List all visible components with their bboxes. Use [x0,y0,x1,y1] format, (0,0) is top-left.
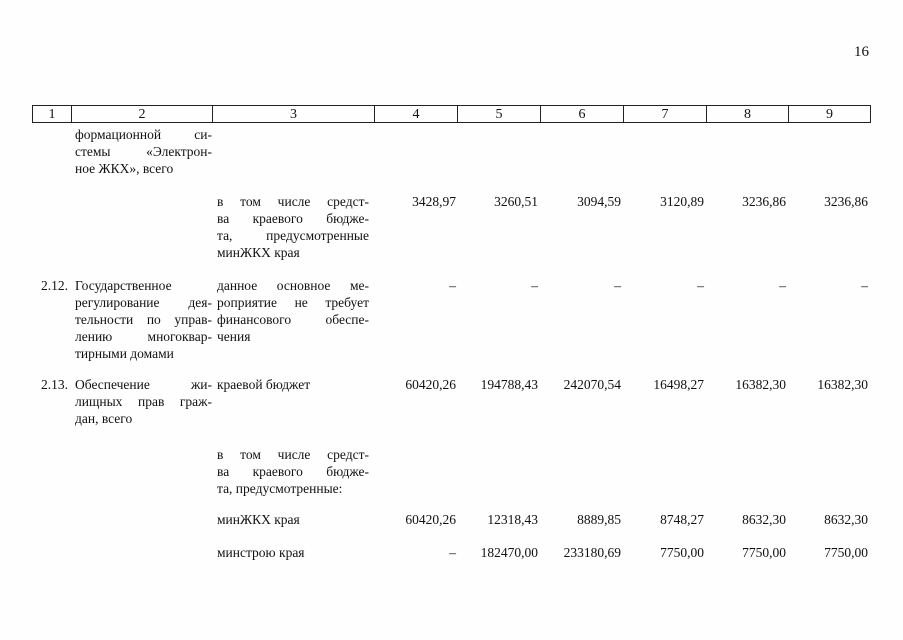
activity-name-line: Государственное [75,278,172,293]
value-col-4: – [449,545,456,560]
header-col-6: 6 [541,106,624,123]
value-col-4: – [449,278,456,293]
value-col-4: 60420,26 [405,512,456,527]
funding-source-line: минЖКХ края [217,512,300,527]
activity-name-line: дан, всего [75,411,133,426]
value-col-5: 3260,51 [494,194,538,209]
activity-name [75,126,212,177]
value-col-9: 7750,00 [824,545,868,560]
row-number: 2.13. [41,377,68,392]
funding-source-line: ва краевого бюдже- [217,211,369,226]
value-col-7: 16498,27 [653,377,704,392]
funding-source-line: финансового обеспе- [217,312,369,327]
activity-name-line: стемы «Электрон- [75,144,212,159]
header-col-7: 7 [624,106,707,123]
value-col-6: 3094,59 [577,194,621,209]
funding-source-line: та, предусмотренные [217,228,369,243]
value-col-4: 60420,26 [405,377,456,392]
value-col-4: 3428,97 [412,194,456,209]
page-number: 16 [854,44,869,60]
table-header [32,105,871,123]
value-col-5: 12318,43 [487,512,538,527]
funding-source-line: в том числе средст- [217,447,369,462]
activity-name-line: регулирование дея- [75,295,212,310]
funding-source-line: та, предусмотренные: [217,481,343,496]
value-col-7: 8748,27 [660,512,704,527]
funding-source-line: минстрою края [217,545,305,560]
funding-source-line: роприятие не требует [217,295,369,310]
activity-name [75,376,212,427]
activity-name-line: лению многоквар- [75,329,212,344]
value-col-6: 233180,69 [563,545,621,560]
value-col-7: 3120,89 [660,194,704,209]
value-col-8: 16382,30 [735,377,786,392]
activity-name-line: формационной си- [75,127,212,142]
funding-source-line: ва краевого бюдже- [217,464,369,479]
value-col-5: – [531,278,538,293]
header-col-1: 1 [33,106,72,123]
value-col-5: 182470,00 [480,545,538,560]
value-col-5: 194788,43 [480,377,538,392]
value-col-6: – [614,278,621,293]
funding-source-line: минЖКХ края [217,245,300,260]
funding-source [217,544,369,561]
activity-name-line: Обеспечение жи- [75,377,212,392]
activity-name-line: лищных прав граж- [75,394,212,409]
activity-name [75,277,212,362]
funding-source [217,511,369,528]
value-col-9: – [861,278,868,293]
funding-source [217,376,369,393]
value-col-9: 16382,30 [817,377,868,392]
value-col-9: 8632,30 [824,512,868,527]
header-col-9: 9 [789,106,871,123]
value-col-6: 242070,54 [563,377,621,392]
header-col-2: 2 [72,106,213,123]
header-col-4: 4 [375,106,458,123]
header-col-3: 3 [213,106,375,123]
value-col-9: 3236,86 [824,194,868,209]
value-col-8: – [779,278,786,293]
value-col-6: 8889,85 [577,512,621,527]
activity-name-line: тельности по управ- [75,312,212,327]
header-col-8: 8 [707,106,789,123]
value-col-8: 3236,86 [742,194,786,209]
activity-name-line: ное ЖКХ», всего [75,161,174,176]
value-col-8: 7750,00 [742,545,786,560]
funding-source-line: чения [217,329,251,344]
value-col-7: 7750,00 [660,545,704,560]
funding-source-line: краевой бюджет [217,377,311,392]
value-col-8: 8632,30 [742,512,786,527]
funding-source [217,193,369,261]
value-col-7: – [697,278,704,293]
activity-name-line: тирными домами [75,346,174,361]
row-number: 2.12. [41,278,68,293]
funding-source [217,446,369,497]
funding-source [217,277,369,345]
funding-source-line: данное основное ме- [217,278,369,293]
header-col-5: 5 [458,106,541,123]
funding-source-line: в том числе средст- [217,194,369,209]
